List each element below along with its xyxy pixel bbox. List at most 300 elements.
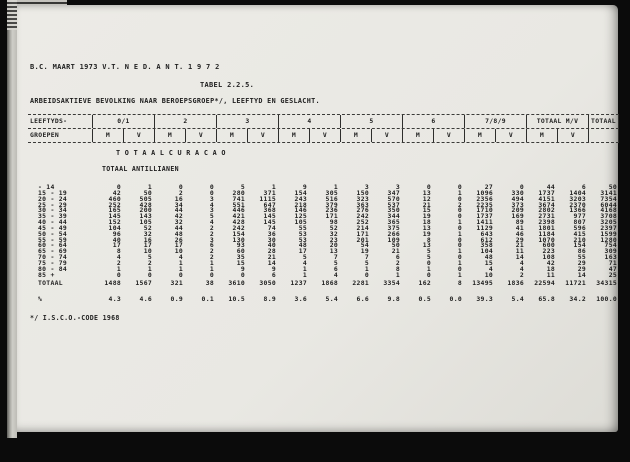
cell-value: 0 [457,223,462,232]
cell-value: 4168 [600,206,617,215]
cell-value: 28 [267,247,276,256]
cell-value: 0 [116,183,121,191]
cell-value: 65.8 [538,294,555,303]
cell-value: 145 [263,218,276,227]
cell-value: 30 [267,235,276,244]
header-group-4: 4 [278,115,340,128]
row-label: 65 - 69 [38,247,68,256]
cell-value: 5.4 [511,294,524,303]
cell-value: 26 [174,235,183,244]
cell-value: 143 [139,212,152,221]
cell-value: 5 [364,258,369,267]
cell-value: 42 [112,188,121,197]
header-group-8: TOTAAL M/V [526,115,588,128]
cell-value: 47 [608,264,617,273]
cell-value: 276 [356,206,369,215]
cell-value: 4 [519,258,524,267]
header-mv-row [28,128,619,142]
row-label: 70 - 74 [38,253,68,262]
cell-value: 3708 [600,212,617,221]
cell-value: 1710 [476,206,493,215]
cell-value: 35 [236,253,245,262]
cell-value: 0 [240,270,245,279]
cell-value: 105 [139,218,152,227]
cell-value: 5 [302,253,307,262]
header-sub-v-3: V [247,129,278,142]
cell-value: 9 [302,183,307,191]
cell-value: 5 [209,212,214,221]
cell-value: 16 [143,235,152,244]
cell-value: 1488 [104,278,121,287]
cell-value: 32 [174,218,183,227]
cell-value: 2802 [538,206,555,215]
cell-value: 2 [209,229,214,238]
cell-value: 13 [329,247,338,256]
cell-value: 4 [209,218,214,227]
cell-value: 0 [457,194,462,203]
cell-value: 130 [232,235,245,244]
row-label: 45 - 49 [38,223,68,232]
cell-value: 2 [116,258,121,267]
cell-value: 1567 [135,278,152,287]
cell-value: 647 [263,200,276,209]
cell-value: 20 [329,241,338,250]
cell-value: 2 [209,223,214,232]
header-group-5: 5 [340,115,402,128]
cell-value: 1 [209,264,214,273]
cell-value: 21 [391,247,400,256]
cell-value: 266 [387,229,400,238]
cell-value: 223 [542,247,555,256]
cell-value: 1184 [538,229,555,238]
cell-value: 169 [511,212,524,221]
cell-value: 17 [112,241,121,250]
header-group-9: TOTAAL [588,115,619,128]
cell-value: 0 [426,258,431,267]
cell-value: 3141 [600,188,617,197]
cell-value: 15 [422,206,431,215]
cell-value: 7354 [600,194,617,203]
cell-value: 1411 [476,218,493,227]
cell-value: 242 [356,212,369,221]
cell-value: 108 [542,253,555,262]
row-label: 75 - 79 [38,258,68,267]
cell-value: 50 [391,241,400,250]
cell-value: 48 [298,241,307,250]
cell-value: 1 [457,258,462,267]
table-number: TABEL 2.2.5. [200,81,255,89]
cell-value: 9.8 [387,294,400,303]
cell-value: 4 [302,258,307,267]
cell-value: 2 [457,200,462,209]
cell-value: 214 [356,223,369,232]
cell-value: 5 [147,253,152,262]
cell-value: 48 [484,253,493,262]
cell-value: 643 [480,229,493,238]
cell-value: 5 [426,253,431,262]
cell-value: 350 [387,206,400,215]
cell-value: 6.6 [356,294,369,303]
cell-value: 1 [302,264,307,273]
cell-value: 2 [395,258,400,267]
cell-value: 42 [174,212,183,221]
row-label: 20 - 24 [38,194,68,203]
cell-value: 1 [116,264,121,273]
cell-value: 54 [360,241,369,250]
cell-value: 1836 [507,278,524,287]
cell-value: 365 [387,218,400,227]
cell-value: 0.5 [418,294,431,303]
cell-value: 1 [457,218,462,227]
row-label: 40 - 44 [38,218,68,227]
cell-value: 612 [480,235,493,244]
cell-value: 1404 [569,188,586,197]
cell-value: 200 [139,206,152,215]
cell-value: 0 [457,264,462,273]
cell-value: 1 [426,264,431,273]
cell-value: 4 [519,264,524,273]
row-label: 85 + [38,270,55,279]
cell-value: 375 [387,223,400,232]
cell-value: 41 [515,223,524,232]
cell-value: 358 [480,241,493,250]
cell-value: 330 [511,188,524,197]
cell-value: 8 [426,235,431,244]
cell-value: 347 [387,188,400,197]
cell-value: 446 [232,206,245,215]
cell-value: 0 [519,183,524,191]
cell-value: 1737 [538,188,555,197]
cell-value: 3 [364,183,369,191]
cell-value: 50 [608,183,617,191]
cell-value: 46 [515,229,524,238]
cell-value: 252 [108,200,121,209]
cell-value: 1 [147,183,152,191]
cell-value: 421 [232,212,245,221]
cell-value: 6 [395,253,400,262]
total-row [28,280,619,287]
header-group-3: 3 [216,115,278,128]
cell-value: 1 [302,270,307,279]
cell-value: 6 [209,241,214,250]
cell-value: 14 [577,270,586,279]
cell-value: 16 [174,194,183,203]
table-row [28,270,619,279]
cell-value: 34 [174,200,183,209]
cell-value: 21 [422,200,431,209]
header-group-1: 0/1 [92,115,154,128]
cell-value: 109 [387,235,400,244]
cell-value: 1115 [259,194,276,203]
header-sub-m-5: M [340,129,371,142]
cell-value: 0 [457,241,462,250]
cell-value: 74 [267,223,276,232]
table-body [28,185,619,303]
cell-value: 323 [356,194,369,203]
cell-value: 162 [418,278,431,287]
cell-value: 3203 [569,194,586,203]
cell-value: 17 [298,247,307,256]
row-label: 15 - 19 [38,188,68,197]
cell-value: 1 [364,264,369,273]
cell-value: 9 [271,264,276,273]
header-group-6: 6 [402,115,464,128]
cell-value: 104 [480,247,493,256]
cell-value: 0 [116,270,121,279]
cell-value: 0 [457,183,462,191]
cell-value: 1868 [321,278,338,287]
cell-value: 11 [515,247,524,256]
cell-value: 0 [426,270,431,279]
cell-value: 1 [457,229,462,238]
cell-value: 4 [488,264,493,273]
cell-value: 236 [325,206,338,215]
header-sub-v-2: V [185,129,216,142]
cell-value: 0.1 [201,294,214,303]
cell-value: 371 [263,188,276,197]
cell-value: 2281 [352,278,369,287]
cell-value: 14 [515,253,524,262]
cell-value: 21 [267,253,276,262]
cell-value: 4151 [538,194,555,203]
cell-value: 6 [581,183,586,191]
cell-value: 34315 [596,278,617,287]
cell-value: 2 [209,247,214,256]
book-page-edge [7,0,17,438]
cell-value: 19 [422,212,431,221]
cell-value: 2 [209,253,214,262]
row-label: 25 - 29 [38,200,68,209]
cell-value: 52 [143,223,152,232]
cell-value: 40 [112,235,121,244]
cell-value: 570 [387,194,400,203]
cell-value: 98 [329,218,338,227]
cell-value: 0 [147,270,152,279]
cell-value: 0 [209,270,214,279]
row-header-line1: LEEFTYDS- [30,117,68,125]
cell-value: 104 [108,223,121,232]
cell-value: 537 [387,200,400,209]
cell-value: 210 [573,235,586,244]
cell-value: 10 [143,247,152,256]
cell-value: 21 [515,241,524,250]
cell-value: 807 [573,218,586,227]
cell-value: 13 [422,223,431,232]
cell-value: 71 [608,258,617,267]
cell-value: 2 [147,258,152,267]
cell-value: 17 [143,241,152,250]
cell-value: 415 [573,229,586,238]
cell-value: 13 [422,241,431,250]
cell-value: 1 [178,264,183,273]
cell-value: 2356 [476,194,493,203]
header-sub-m-1: M [92,129,123,142]
row-label: 80 - 84 [38,264,68,273]
cell-value: 1737 [476,212,493,221]
cell-value: 596 [573,223,586,232]
cell-value: 1801 [538,223,555,232]
row-label: - 14 [38,183,55,191]
cell-value: 19 [360,247,369,256]
cell-value: 4 [209,200,214,209]
cell-value: 11 [546,270,555,279]
cell-value: 3050 [259,278,276,287]
cell-value: 2731 [538,212,555,221]
cell-value: 0.9 [170,294,183,303]
cell-value: 27 [484,183,493,191]
header-sub-m-4: M [278,129,309,142]
cell-value: 3 [209,194,214,203]
cell-value: 13495 [472,278,493,287]
cell-value: 460 [108,194,121,203]
cell-value: 25 [608,270,617,279]
cell-value: 5.4 [325,294,338,303]
cell-value: 4.6 [139,294,152,303]
cell-value: 13 [422,188,431,197]
cell-value: 3 [209,206,214,215]
table-subtitle: ARBEIDSAKTIEVE BEVOLKING NAAR BEROEPSGROEP*/, LEEFTYD EN GESLACHT. [30,97,320,105]
cell-value: 242 [232,223,245,232]
cell-value: 368 [263,206,276,215]
cell-value: 125 [294,212,307,221]
cell-value: 494 [511,194,524,203]
cell-value: 6 [271,270,276,279]
cell-value: 93 [236,241,245,250]
cell-value: 7 [364,253,369,262]
cell-value: 6044 [600,200,617,209]
header-groups-row [28,115,619,128]
cell-value: 4.3 [108,294,121,303]
cell-value: 12 [422,194,431,203]
cell-value: 1 [457,188,462,197]
cell-value: 0.0 [449,294,462,303]
cell-value: 146 [294,206,307,215]
row-label: 50 - 54 [38,229,68,238]
header-sub-m-7: M [464,129,495,142]
cell-value: 6 [333,264,338,273]
cell-value: 10 [174,247,183,256]
cell-value: 60 [236,247,245,256]
header-sub-v-1: V [123,129,154,142]
cell-value: 1237 [290,278,307,287]
cell-value: 280 [232,188,245,197]
cell-value: 29 [577,258,586,267]
cell-value: 5 [426,247,431,256]
cell-value: 4 [178,253,183,262]
cell-value: 218 [294,200,307,209]
cell-value: 44 [174,206,183,215]
cell-value: 14 [267,258,276,267]
footnote: */ I.S.C.O.-CODE 1968 [30,313,120,322]
cell-value: 23 [329,235,338,244]
cell-value: 154 [232,229,245,238]
percent-row [28,296,619,303]
cell-value: 39.3 [476,294,493,303]
header-group-2: 2 [154,115,216,128]
cell-value: 1 [271,183,276,191]
cell-value: 309 [604,247,617,256]
cell-value: 363 [356,200,369,209]
cell-value: 5 [333,258,338,267]
cell-value: 0 [457,212,462,221]
cell-value: 0 [364,270,369,279]
cell-value: 1 [457,247,462,256]
header-sub-v-5: V [371,129,402,142]
cell-value: 0 [178,183,183,191]
cell-value: 8 [457,278,462,287]
row-header-line2: GROEPEN [30,131,60,139]
cell-value: 18 [422,218,431,227]
cell-value: 34.2 [569,294,586,303]
cell-value: 1 [147,264,152,273]
header-sub-m-2: M [154,129,185,142]
cell-value: 8 [395,264,400,273]
cell-value: 15 [236,258,245,267]
cell-value: 15 [484,258,493,267]
cell-value: 0 [457,235,462,244]
cell-value: 0 [209,183,214,191]
cell-value: 4 [116,253,121,262]
cell-value: 22594 [534,278,555,287]
cell-value: 3205 [600,218,617,227]
cell-value: 96 [112,229,121,238]
cell-value: 171 [325,212,338,221]
cell-value: 145 [263,212,276,221]
cell-value: 8.9 [263,294,276,303]
cell-value: 1280 [600,235,617,244]
cell-value: 50 [143,188,152,197]
cell-value: 32 [143,229,152,238]
header-sub-v-6: V [433,129,464,142]
cell-value: 600 [542,241,555,250]
row-label: 35 - 39 [38,212,68,221]
cell-value: 105 [294,218,307,227]
cell-value: 2235 [476,200,493,209]
cell-value: 0 [209,188,214,197]
header-group-7: 7/8/9 [464,115,526,128]
cell-value: 4 [333,270,338,279]
cell-value: 373 [511,200,524,209]
header-sub-m-8: M [526,129,557,142]
cell-value: 7 [333,253,338,262]
cell-value: 551 [232,200,245,209]
header-sub-v-4: V [309,129,340,142]
cell-value: 29 [515,235,524,244]
section-title-antillianen: TOTAAL ANTILLIANEN [102,165,179,173]
cell-value: 0 [457,253,462,262]
page-content [28,63,619,322]
cell-value: 29 [577,264,586,273]
cell-value: 10.5 [228,294,245,303]
cell-value: 165 [108,206,121,215]
cell-value: 201 [356,235,369,244]
section-title-curacao: T O T A A L C U R A C A O [116,149,226,157]
cell-value: 145 [108,212,121,221]
cell-value: 163 [604,253,617,262]
header-sub-v-8: V [557,129,588,142]
cell-value: 32 [329,229,338,238]
cell-value: 305 [325,188,338,197]
cell-value: 977 [573,212,586,221]
cell-value: 379 [325,200,338,209]
cell-value: 171 [356,229,369,238]
cell-value: 154 [294,188,307,197]
cell-value: 8 [116,247,121,256]
cell-value: 5 [240,183,245,191]
cell-value: 36 [267,229,276,238]
cell-value: 3674 [538,200,555,209]
cell-value: 428 [232,218,245,227]
